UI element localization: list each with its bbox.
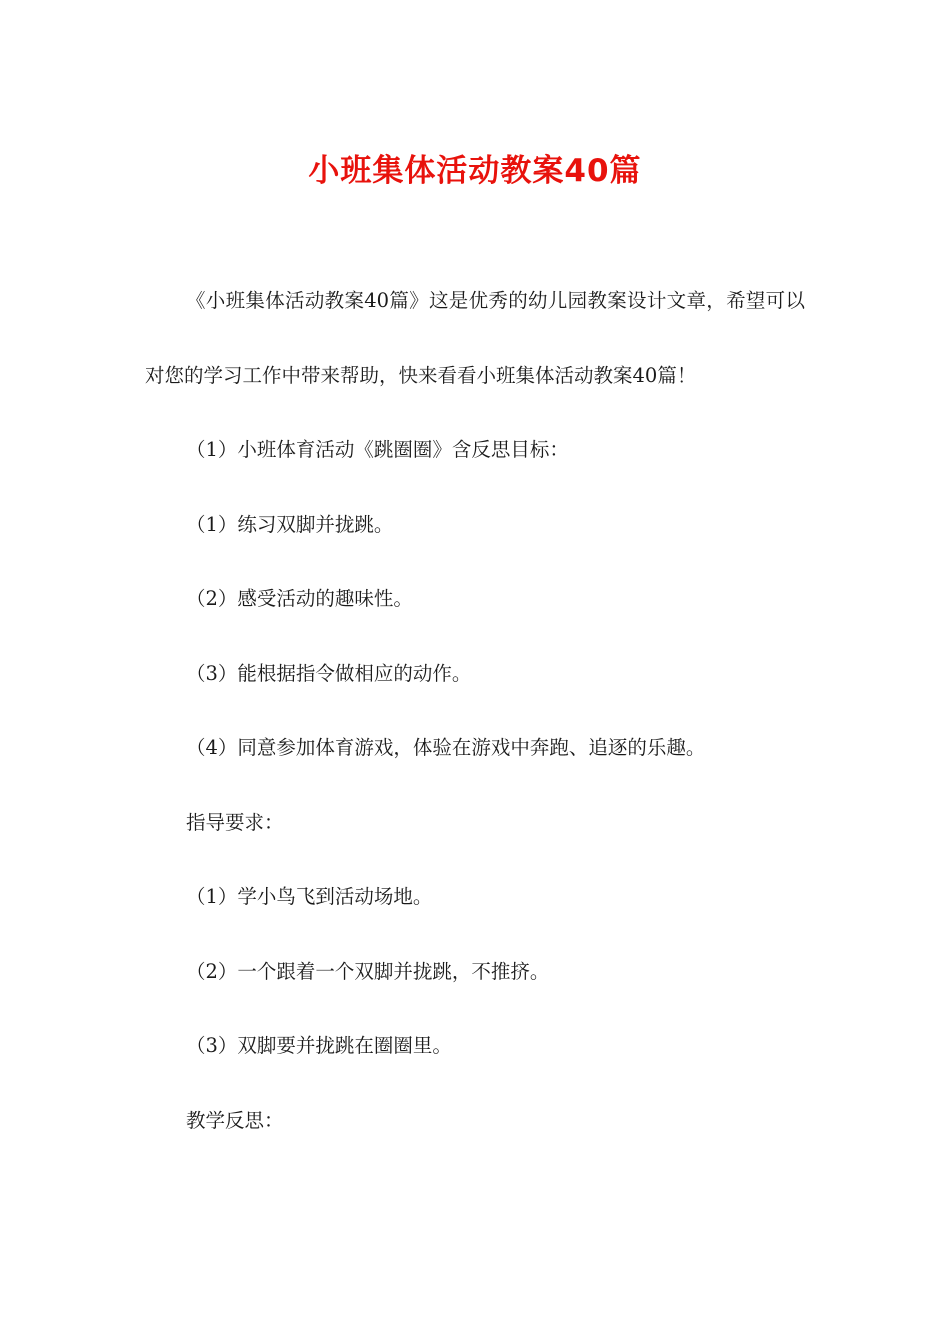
goal-item-2: （2）感受活动的趣味性。 [186,587,413,610]
intro-paragraph: 《小班集体活动教案40篇》这是优秀的幼儿园教案设计文章，希望可以对您的学习工作中带来帮助，快来看看小班集体活动教案40篇！ [145,289,805,387]
reflection-heading: 教学反思： [186,1108,284,1132]
guidance-item-3: （3）双脚要并拢跳在圈圈里。 [186,1034,452,1057]
guidance-item-1: （1）学小鸟飞到活动场地。 [186,885,433,908]
section-heading: （1）小班体育活动《跳圈圈》含反思目标： [186,438,569,461]
guidance-item-2: （2）一个跟着一个双脚并拢跳，不推挤。 [186,959,550,983]
guidance-heading: 指导要求： [186,810,284,834]
goal-item-1: （1）练习双脚并拢跳。 [186,512,394,536]
document-body [145,264,805,1158]
goal-item-3: （3）能根据指令做相应的动作。 [186,661,472,685]
document-title: 小班集体活动教案40篇 [308,153,642,189]
goal-item-4: （4）同意参加体育游戏，体验在游戏中奔跑、追逐的乐趣。 [186,736,706,759]
